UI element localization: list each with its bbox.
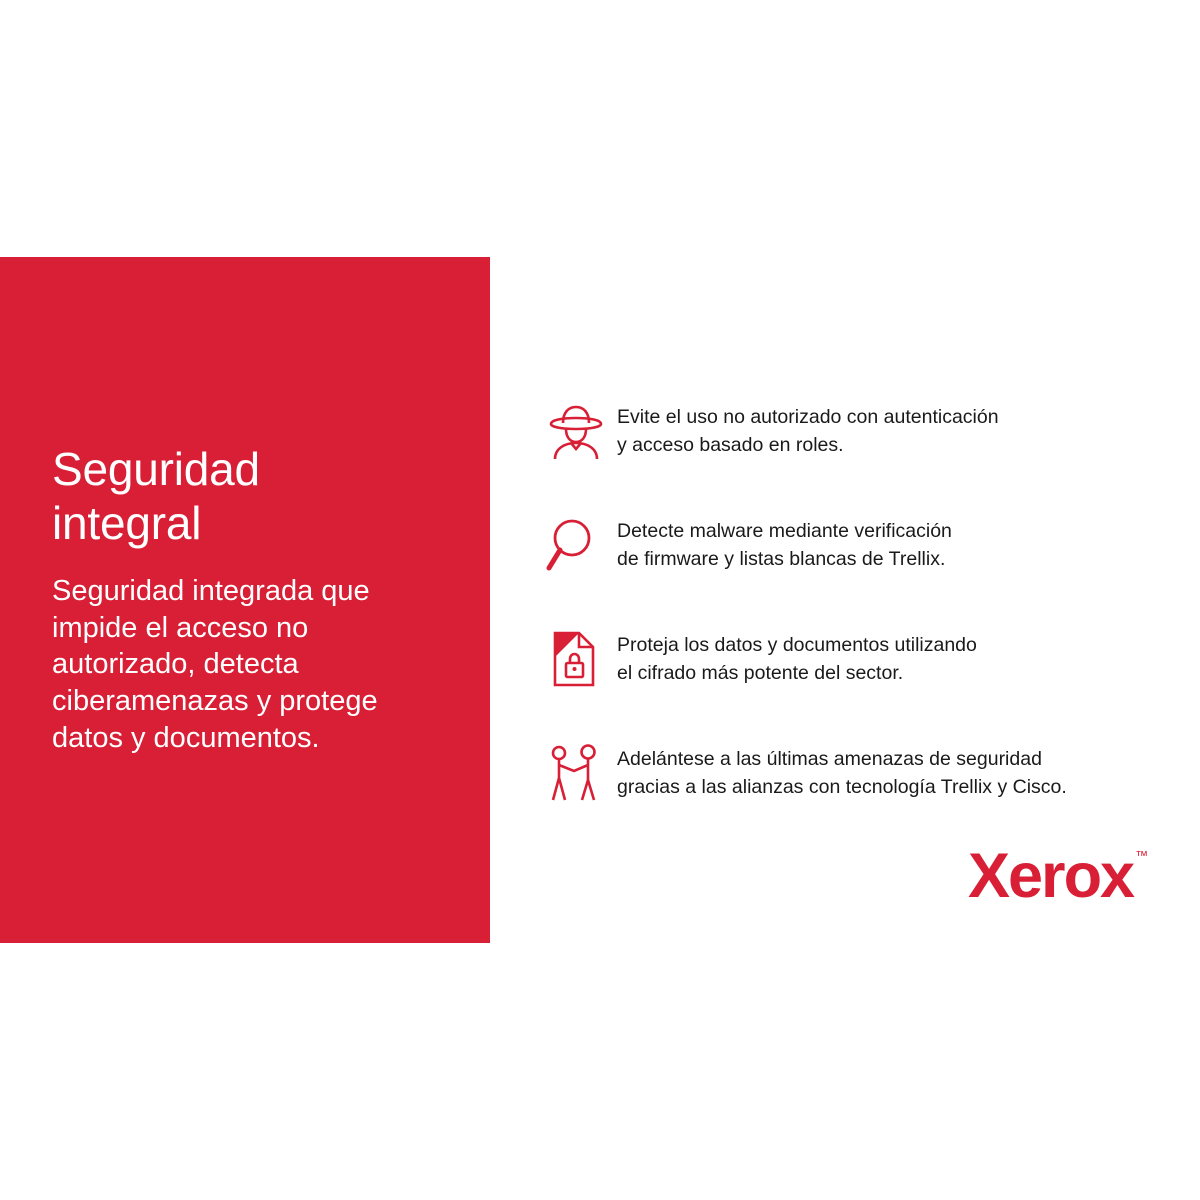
- document-lock-icon: [545, 628, 617, 690]
- list-item-line-2: gracias a las alianzas con tecnología Trellix y Cisco.: [617, 775, 1067, 798]
- feature-list: [545, 400, 1165, 804]
- page-title-line-2: integral: [52, 496, 202, 549]
- handshake-people-icon: [545, 742, 617, 804]
- list-item-line-2: y acceso basado en roles.: [617, 433, 844, 456]
- xerox-logo-wordmark: Xerox: [968, 841, 1134, 911]
- page-title: [52, 443, 382, 551]
- magnifying-glass-icon: [545, 514, 617, 576]
- list-item-line-2: el cifrado más potente del sector.: [617, 661, 904, 684]
- list-item-text: [617, 742, 1067, 801]
- xerox-logo: [968, 841, 1149, 911]
- list-item-line-2: de firmware y listas blancas de Trellix.: [617, 547, 946, 570]
- list-item-line-1: Detecte malware mediante verificación: [617, 520, 952, 542]
- list-item: [545, 400, 1165, 462]
- list-item: [545, 742, 1165, 804]
- list-item-text: [617, 514, 952, 573]
- list-item-line-1: Adelántese a las últimas amenazas de seguridad: [617, 748, 1042, 770]
- list-item-line-1: Proteja los datos y documentos utilizando: [617, 634, 977, 656]
- list-item-text: [617, 628, 977, 687]
- list-item: [545, 628, 1165, 690]
- list-item-line-1: Evite el uso no autorizado con autenticación: [617, 406, 999, 428]
- page-title-line-1: Seguridad: [52, 443, 260, 496]
- headline-panel: [0, 257, 490, 943]
- page-subtitle: Seguridad integrada que impide el acceso no autorizado, detecta ciberamenazas y protege datos y documentos.: [52, 574, 378, 755]
- trademark-symbol: ™: [1135, 848, 1149, 863]
- spy-hat-person-icon: [545, 400, 617, 462]
- list-item: [545, 514, 1165, 576]
- list-item-text: [617, 400, 999, 459]
